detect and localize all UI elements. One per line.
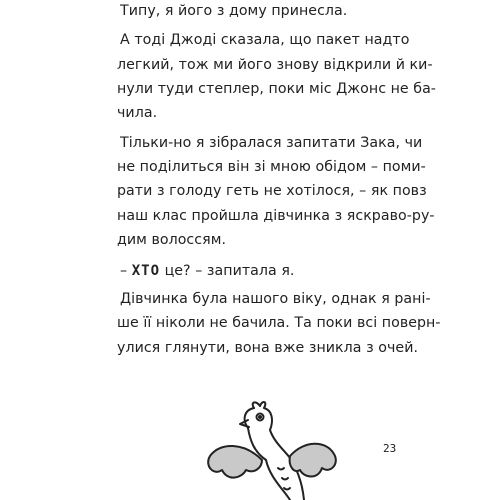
text-line: А тоді Джоді сказала, що пакет надто bbox=[120, 32, 410, 48]
text-line: Тільки-но я зібралася запитати Зака, чи bbox=[120, 135, 423, 151]
dialogue-line bbox=[120, 262, 294, 280]
dialogue-dash: – bbox=[120, 263, 132, 279]
text-line: не поділиться він зі мною обідом – поми- bbox=[117, 159, 426, 175]
highlighted-word: ХТО bbox=[131, 263, 161, 279]
text-line: Дівчинка була нашого віку, однак я рані- bbox=[120, 291, 431, 307]
page-number: 23 bbox=[383, 442, 397, 455]
text-line: дим волоссям. bbox=[117, 232, 227, 248]
text-line: наш клас пройшла дівчинка з яскраво-ру- bbox=[117, 208, 435, 224]
dialogue-rest: це? – запитала я. bbox=[160, 263, 295, 279]
text-line: ше її ніколи не бачила. Та поки всі поверн- bbox=[117, 315, 441, 331]
text-line: рати з голоду геть не хотілося, – як повз bbox=[117, 183, 427, 199]
cartoon-bird-icon bbox=[200, 398, 340, 500]
text-line: нули туди степлер, поки міс Джонс не ба- bbox=[117, 81, 436, 97]
text-line: улися глянути, вона вже зникла з очей. bbox=[117, 340, 419, 356]
text-line: Типу, я його з дому принесла. bbox=[120, 3, 348, 19]
text-line: чила. bbox=[117, 105, 158, 121]
text-line: легкий, тож ми його знову відкрили й ки- bbox=[117, 57, 433, 73]
